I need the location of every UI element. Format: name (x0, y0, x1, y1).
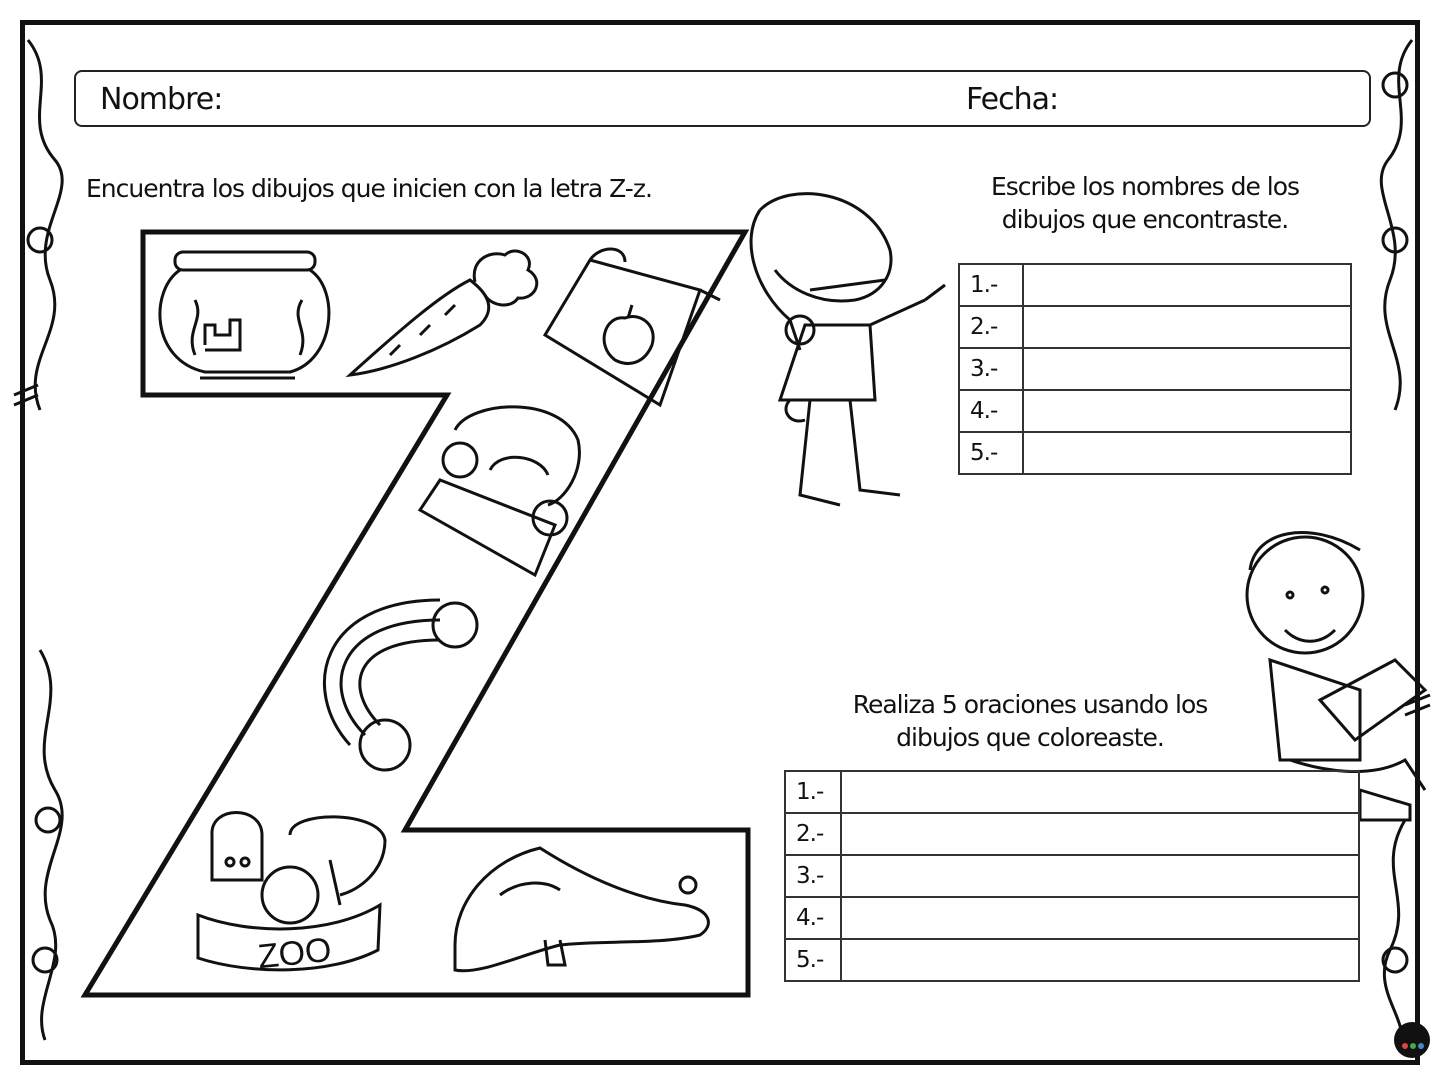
left-vine-decoration (14, 40, 62, 1040)
sentences-write-line[interactable] (841, 855, 1359, 897)
names-row-number: 5.- (959, 432, 1023, 474)
sentences-row-number: 4.- (785, 897, 841, 939)
publisher-logo (1394, 1022, 1430, 1058)
sentences-row-number: 5.- (785, 939, 841, 981)
names-write-line[interactable] (1023, 348, 1351, 390)
names-row-number: 4.- (959, 390, 1023, 432)
write-names-instruction (940, 170, 1350, 236)
names-row (959, 348, 1351, 390)
names-write-line[interactable] (1023, 306, 1351, 348)
sofa-icon (420, 407, 579, 575)
shoes-icon (455, 848, 708, 971)
girl-pointing-illustration (751, 194, 945, 505)
write-names-line-1: Escribe los nombres de los (990, 172, 1300, 201)
name-date-header (74, 70, 1371, 127)
sentences-write-line[interactable] (841, 897, 1359, 939)
sentences-row-number: 3.- (785, 855, 841, 897)
picture-names-table (958, 263, 1352, 475)
names-write-line[interactable] (1023, 432, 1351, 474)
letter-z-outline (85, 232, 748, 995)
carrot-icon (350, 251, 537, 375)
names-row-number: 1.- (959, 264, 1023, 306)
sentences-row-number: 1.- (785, 771, 841, 813)
name-label: Nombre: (100, 82, 223, 117)
sentences-write-line[interactable] (841, 939, 1359, 981)
date-label: Fecha: (966, 82, 1059, 117)
sentences-row (785, 813, 1359, 855)
sentences-row (785, 771, 1359, 813)
names-row (959, 264, 1351, 306)
names-row (959, 390, 1351, 432)
sentences-row (785, 855, 1359, 897)
sentences-write-line[interactable] (841, 771, 1359, 813)
sentences-table (784, 770, 1360, 982)
names-row-number: 3.- (959, 348, 1023, 390)
right-vine-decoration (1381, 40, 1430, 1045)
names-row (959, 306, 1351, 348)
fishbowl-icon (160, 252, 329, 378)
sentences-row (785, 897, 1359, 939)
sentences-line-1: Realiza 5 oraciones usando los (852, 690, 1208, 719)
names-write-line[interactable] (1023, 390, 1351, 432)
zoo-sign-text: ZOO (256, 930, 334, 977)
sentences-write-line[interactable] (841, 813, 1359, 855)
names-row-number: 2.- (959, 306, 1023, 348)
sentences-row (785, 939, 1359, 981)
sentences-instruction (800, 688, 1260, 754)
names-row (959, 432, 1351, 474)
names-write-line[interactable] (1023, 264, 1351, 306)
sentences-line-2: dibujos que coloreaste. (896, 723, 1164, 752)
write-names-line-2: dibujos que encontraste. (1001, 205, 1289, 234)
find-instruction: Encuentra los dibujos que inicien con la letra Z-z. (86, 174, 652, 203)
sentences-row-number: 2.- (785, 813, 841, 855)
